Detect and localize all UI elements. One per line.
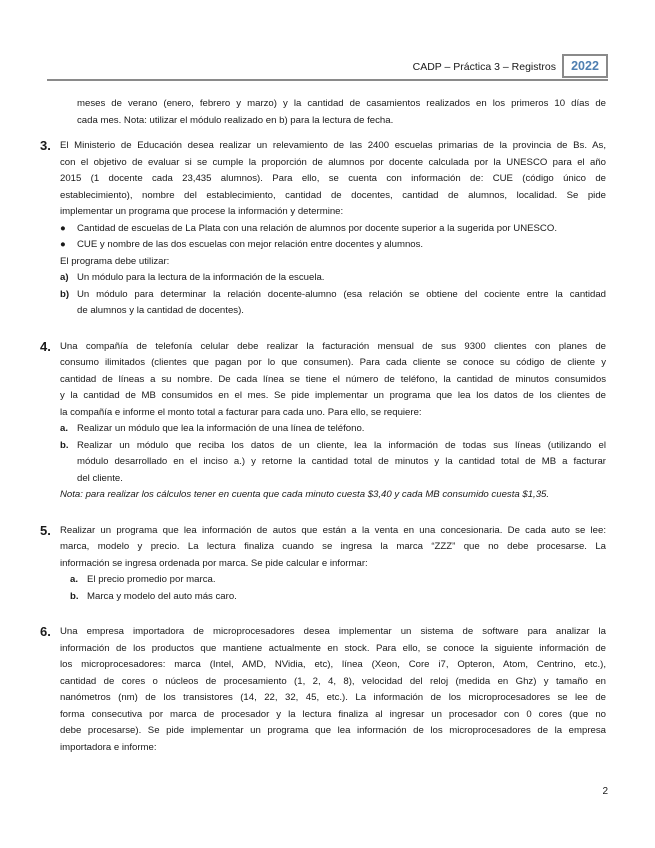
- item-marker: b): [60, 288, 70, 300]
- header-title: CADP – Práctica 3 – Registros: [412, 61, 556, 73]
- exercise-number: 6.: [40, 624, 51, 639]
- text-line: Una empresa importadora de microprocesadores desea implementar un sistema de software para analizar la: [60, 626, 606, 637]
- header-year-badge: 2022: [562, 54, 608, 78]
- exercise-number: 5.: [40, 522, 51, 538]
- list-item: [40, 221, 606, 238]
- page-number: 2: [602, 786, 608, 797]
- item-text: módulo desarrollado en el inciso a.) y retorne la cantidad total de minutos y la cantidad total de MB a facturar: [77, 456, 606, 467]
- exercise-3: [40, 138, 606, 320]
- text-line: la compañía e informe el monto total a facturar para cada uno. Para ello, se requiere:: [60, 406, 422, 418]
- text-line: consumo ilimitados (clientes que pagan por lo que consumen). Para cada cliente se conoce su código de cliente y: [60, 357, 606, 368]
- text-line: información se ingresa ordenada por marca. Se pide calcular e informar:: [60, 557, 368, 569]
- exercise-number: 3.: [40, 138, 51, 153]
- text-line: información de los productos que mantiene actualmente en stock. Para ello, se conoce la siguiente información de: [60, 642, 606, 654]
- text-line: Una compañía de telefonía celular debe realizar la facturación mensual de sus 9300 clientes con planes de: [60, 340, 606, 352]
- list-item: [40, 237, 606, 254]
- item-text: Un módulo para la lectura de la información de la escuela.: [77, 272, 325, 283]
- list-item: [40, 270, 606, 287]
- text-line: cantidad de líneas a su nombre. De cada línea se tiene el número de teléfono, la cantidad de minutos consumidos: [60, 373, 606, 385]
- item-marker: a.: [70, 574, 79, 585]
- item-text: El precio promedio por marca.: [87, 574, 216, 585]
- text-line: El programa debe utilizar:: [60, 255, 170, 267]
- text-line: marca, modelo y precio. La lectura finaliza cuando se ingresa la marca “ZZZ” que no debe procesarse. La: [60, 541, 606, 552]
- item-text: del cliente.: [77, 472, 123, 484]
- list-item: [40, 572, 606, 589]
- text-line: cada mes. Nota: utilizar el módulo realizado en b) para la lectura de fecha.: [77, 114, 394, 126]
- item-text: Marca y modelo del auto más caro.: [87, 590, 237, 602]
- exercise-6: [40, 624, 606, 756]
- list-item: [40, 421, 606, 438]
- bullet-text: Cantidad de escuelas de La Plata con una relación de alumnos por docente superior a la sugerida por UNESCO.: [77, 222, 557, 234]
- bullet-icon: ●: [60, 222, 66, 234]
- item-marker: b.: [70, 590, 79, 602]
- exercise-5: [40, 523, 606, 606]
- continuation-text: [40, 96, 606, 129]
- text-line: y la cantidad de MB consumidos en el mes. Se pide implementar un programa que lea los datos de los clientes de: [60, 390, 606, 401]
- item-marker: b.: [60, 439, 69, 451]
- text-line: debe procesarse). Se pide implementar un programa que lea información de los microprocesadores de la empresa: [60, 725, 606, 736]
- page-header: [47, 52, 608, 81]
- bullet-icon: ●: [60, 239, 66, 250]
- item-text: Un módulo para determinar la relación docente-alumno (esa relación se obtiene del cociente entre la cantidad: [77, 288, 606, 300]
- text-line: Realizar un programa que lea información de autos que están a la venta en una concesionaria. De cada auto se lee:: [60, 524, 606, 536]
- text-line: 2015 (1 docente cada 23,435 alumnos). Para ello, se cuenta con información de: CUE (código único de: [60, 173, 606, 184]
- text-line: cantidad de cores o núcleos de procesamiento (1, 2, 4, 8), velocidad del reloj (medida en Ghz) y tamaño en: [60, 675, 606, 687]
- text-line: nanómetros (nm) de los transistores (14, 22, 32, 45, etc.). La información de los microprocesadores se lee de: [60, 692, 606, 703]
- text-line: implementar un programa que procese la información y determine:: [60, 206, 344, 217]
- list-item: [40, 589, 606, 606]
- item-text: Realizar un módulo que lea la información de una línea de teléfono.: [77, 423, 365, 434]
- item-marker: a.: [60, 423, 69, 434]
- exercise-number: 4.: [40, 338, 51, 354]
- text-line: con el objetivo de evaluar si se cumple la proporción de alumnos por docente calculada por la UNESCO para el año: [60, 156, 606, 168]
- list-item: [40, 287, 606, 320]
- document-body: [40, 96, 606, 756]
- item-text: Realizar un módulo que reciba los datos de un cliente, lea la información de todas sus líneas (utilizando el: [77, 439, 606, 451]
- bullet-text: CUE y nombre de las dos escuelas con mejor relación entre docentes y alumnos.: [77, 239, 424, 250]
- text-line: establecimiento), nombre del establecimiento, cantidad de docentes, cantidad de alumnos, localidad. Se pide: [60, 189, 606, 201]
- item-text: de alumnos y la cantidad de docentes).: [77, 305, 244, 316]
- text-line: importadora e informe:: [60, 741, 157, 753]
- item-marker: a): [60, 272, 69, 283]
- exercise-4: [40, 339, 606, 504]
- text-line: forma consecutiva por marca de procesador y la lectura finaliza al ingresar un procesador con 0 cores (que no: [60, 708, 606, 720]
- text-line: meses de verano (enero, febrero y marzo) y la cantidad de casamientos realizados en los primeros 10 días de: [77, 98, 606, 109]
- text-line: los microprocesadores: marca (Intel, AMD, NVidia, etc), línea (Xeon, Core i7, Opteron, Atom, Centrino, etc.),: [60, 659, 606, 670]
- text-line: El Ministerio de Educación desea realizar un relevamiento de las 2400 escuelas primarias de la provincia de Bs. As,: [60, 140, 606, 151]
- note-text: Nota: para realizar los cálculos tener en cuenta que cada minuto cuesta $3,40 y cada MB consumido cuesta $1,35.: [60, 489, 550, 500]
- list-item: [40, 438, 606, 488]
